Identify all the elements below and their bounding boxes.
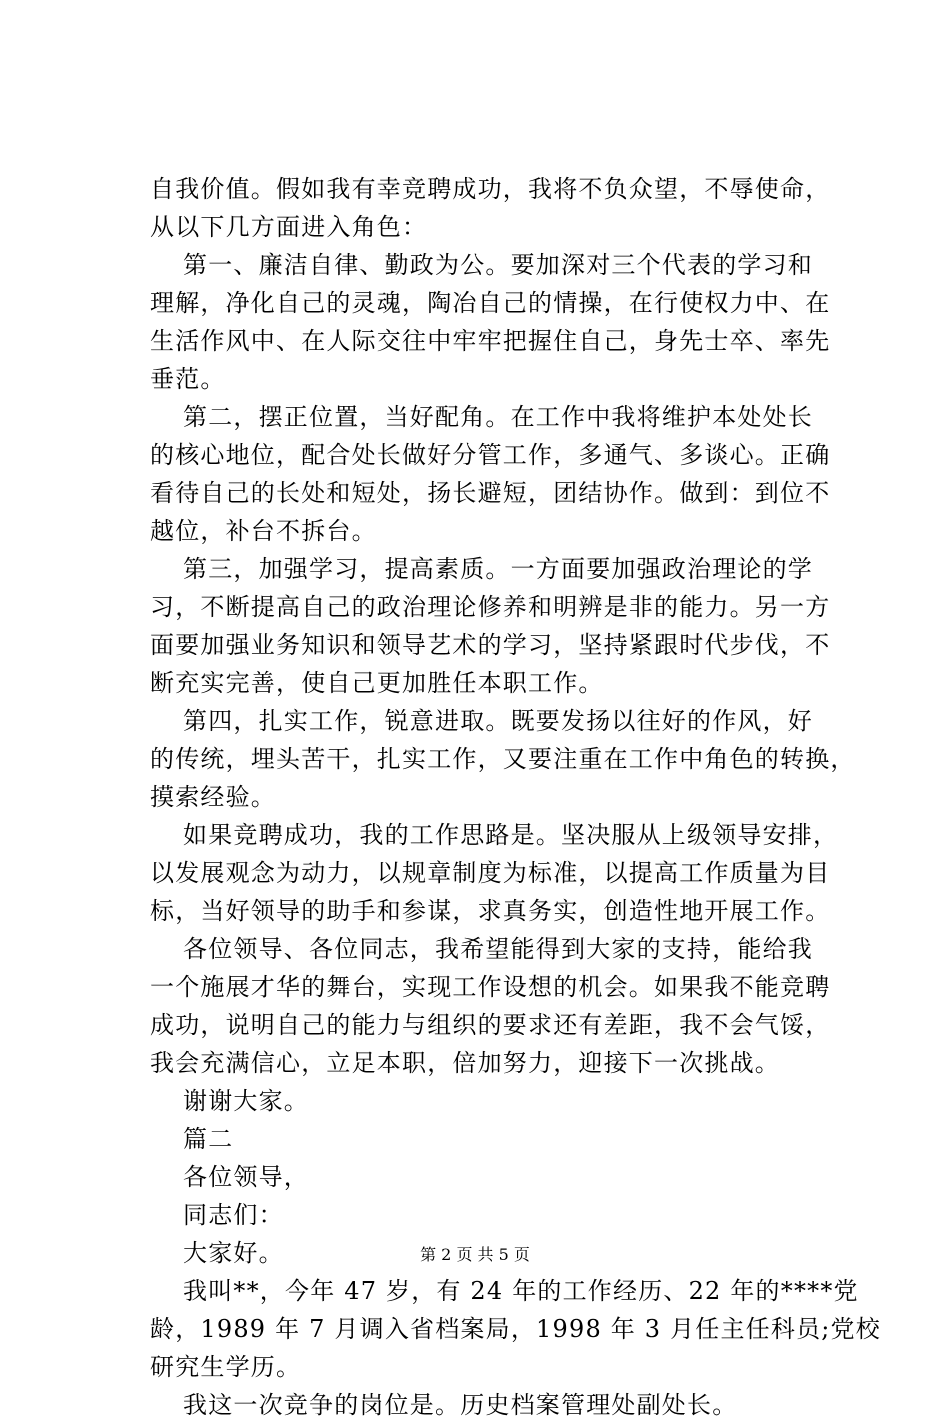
text-line: 断充实完善，使自己更加胜任本职工作。 xyxy=(150,669,604,697)
text-line: 第二，摆正位置，当好配角。在工作中我将维护本处处长 xyxy=(183,403,813,431)
text-line: 我会充满信心，立足本职，倍加努力，迎接下一次挑战。 xyxy=(150,1049,780,1077)
text-line: 各位领导、各位同志，我希望能得到大家的支持，能给我 xyxy=(183,935,813,963)
text-line: 的传统，埋头苦干，扎实工作，又要注重在工作中角色的转换， xyxy=(150,745,856,773)
text-line: 生活作风中、在人际交往中牢牢把握住自己，身先士卒、率先 xyxy=(150,327,831,355)
text-line: 习，不断提高自己的政治理论修养和明辨是非的能力。另一方 xyxy=(150,593,831,621)
text-line: 我叫**，今年 47 岁，有 24 年的工作经历、22 年的****党 xyxy=(183,1277,859,1305)
text-line: 摸索经验。 xyxy=(150,783,276,811)
text-line: 一个施展才华的舞台，实现工作设想的机会。如果我不能竞聘 xyxy=(150,973,831,1001)
text-line: 谢谢大家。 xyxy=(183,1087,309,1115)
text-line: 垂范。 xyxy=(150,365,226,393)
text-line: 大家好。 xyxy=(183,1239,284,1267)
text-line: 龄，1989 年 7 月调入省档案局，1998 年 3 月任主任科员;党校 xyxy=(150,1315,881,1343)
text-line: 面要加强业务知识和领导艺术的学习，坚持紧跟时代步伐，不 xyxy=(150,631,831,659)
text-line: 越位，补台不拆台。 xyxy=(150,517,377,545)
text-line: 以发展观念为动力，以规章制度为标准，以提高工作质量为目 xyxy=(150,859,831,887)
document-body xyxy=(150,170,881,1424)
text-line: 理解，净化自己的灵魂，陶冶自己的情操，在行使权力中、在 xyxy=(150,289,831,317)
text-line: 第三，加强学习，提高素质。一方面要加强政治理论的学 xyxy=(183,555,813,583)
text-line: 的核心地位，配合处长做好分管工作，多通气、多谈心。正确 xyxy=(150,441,831,469)
text-line: 成功，说明自己的能力与组织的要求还有差距，我不会气馁， xyxy=(150,1011,831,1039)
text-line: 我这一次竞争的岗位是。历史档案管理处副处长。 xyxy=(183,1391,738,1419)
text-line: 标，当好领导的助手和参谋，求真务实，创造性地开展工作。 xyxy=(150,897,831,925)
text-line: 研究生学历。 xyxy=(150,1353,302,1381)
text-line: 第一、廉洁自律、勤政为公。要加深对三个代表的学习和 xyxy=(183,251,813,279)
text-line: 看待自己的长处和短处，扬长避短，团结协作。做到：到位不 xyxy=(150,479,831,507)
text-line: 自我价值。假如我有幸竞聘成功，我将不负众望，不辱使命， xyxy=(150,175,831,203)
text-line: 从以下几方面进入角色： xyxy=(150,213,428,241)
page-footer xyxy=(0,1245,950,1265)
page-number-label: 第 2 页 共 5 页 xyxy=(420,1245,530,1264)
text-line: 第四，扎实工作，锐意进取。既要发扬以往好的作风，好 xyxy=(183,707,813,735)
text-line: 篇二 xyxy=(183,1125,234,1153)
text-line: 如果竞聘成功，我的工作思路是。坚决服从上级领导安排， xyxy=(183,821,839,849)
text-line: 同志们： xyxy=(183,1201,284,1229)
text-line: 各位领导， xyxy=(183,1163,309,1191)
